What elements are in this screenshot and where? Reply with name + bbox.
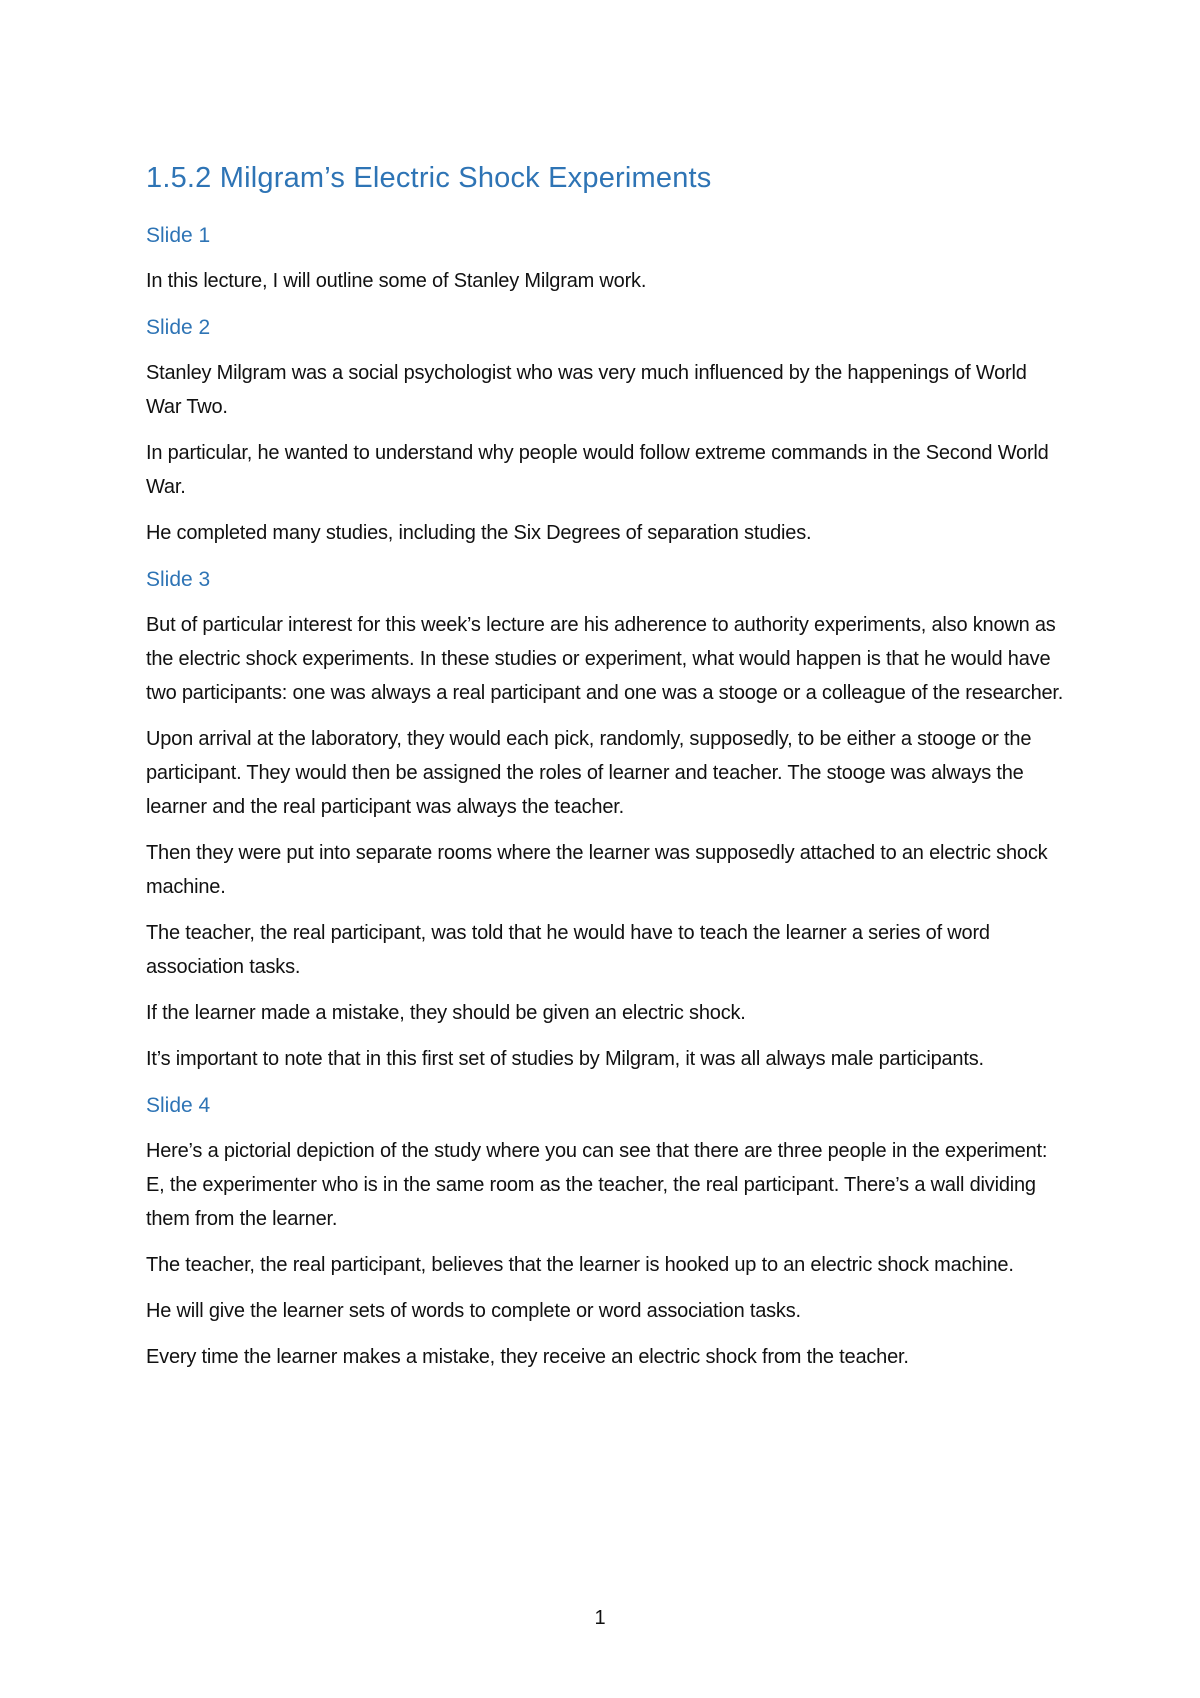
paragraph: He completed many studies, including the Six Degrees of separation studies.: [146, 522, 812, 544]
paragraph: In particular, he wanted to understand why people would follow extreme commands in the Second World War.: [146, 442, 1049, 498]
slide-section-4: [146, 1090, 1066, 1374]
paragraph: Every time the learner makes a mistake, they receive an electric shock from the teacher.: [146, 1346, 909, 1368]
slide-heading: Slide 2: [146, 316, 211, 339]
paragraph: Stanley Milgram was a social psychologist who was very much influenced by the happenings of World War Two.: [146, 362, 1027, 418]
paragraph: He will give the learner sets of words to complete or word association tasks.: [146, 1300, 801, 1322]
paragraph: It’s important to note that in this first set of studies by Milgram, it was all always male participants.: [146, 1048, 984, 1070]
paragraph: If the learner made a mistake, they should be given an electric shock.: [146, 1002, 746, 1024]
slide-heading: Slide 3: [146, 568, 211, 591]
slide-heading: Slide 1: [146, 224, 211, 247]
paragraph: Upon arrival at the laboratory, they would each pick, randomly, supposedly, to be either a stooge or the participant. They would then be assigned the roles of learner and teacher. The stooge was always the learner and the real participant was always the teacher.: [146, 728, 1032, 818]
paragraph: Here’s a pictorial depiction of the study where you can see that there are three people in the experiment: E, the experimenter who is in the same room as the teacher, the real participant. There’s a wall dividing them from the learner.: [146, 1140, 1048, 1230]
paragraph: The teacher, the real participant, was told that he would have to teach the learner a series of word association tasks.: [146, 922, 990, 978]
slide-section-2: [146, 312, 1066, 550]
slide-heading: Slide 4: [146, 1094, 211, 1117]
paragraph: The teacher, the real participant, believes that the learner is hooked up to an electric shock machine.: [146, 1254, 1014, 1276]
slide-section-1: [146, 220, 1066, 298]
page-content: [146, 158, 1066, 1388]
paragraph: Then they were put into separate rooms where the learner was supposedly attached to an electric shock machine.: [146, 842, 1048, 898]
slide-section-3: [146, 564, 1066, 1076]
paragraph: But of particular interest for this week’s lecture are his adherence to authority experiments, also known as the electric shock experiments. In these studies or experiment, what would happen is that he would have two participants: one was always a real participant and one was a stooge or a colleague of the researcher.: [146, 614, 1064, 704]
paragraph: In this lecture, I will outline some of Stanley Milgram work.: [146, 270, 647, 292]
page-number: 1: [594, 1607, 606, 1629]
document-title: 1.5.2 Milgram’s Electric Shock Experiments: [146, 162, 712, 194]
